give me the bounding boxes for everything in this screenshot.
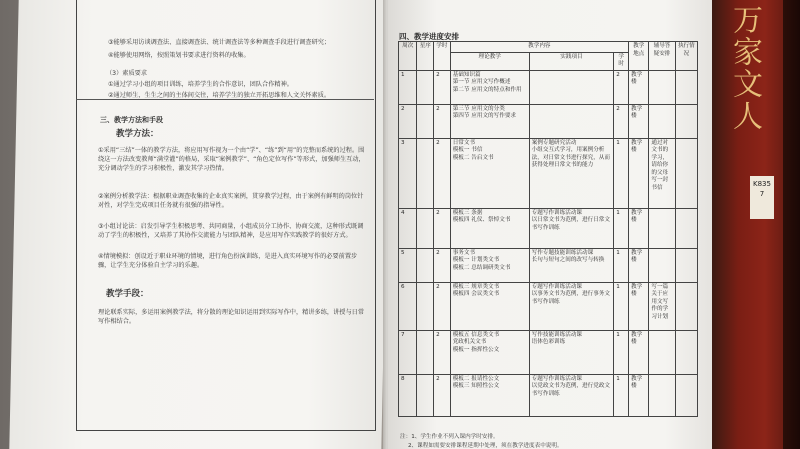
order-cell xyxy=(417,70,434,104)
theory-cell: 日常文书 模板一 书信 模板二 告启文书 xyxy=(450,138,529,208)
theory-cell: 模板三 条据 模板四 礼仪、祭悼文书 xyxy=(450,208,529,248)
col-practice: 实践项目 xyxy=(529,52,614,70)
order-cell xyxy=(417,330,434,374)
aids-cell: 通过对文书的学习，请给你的父母写一封书信 xyxy=(649,138,675,208)
place-cell: 教学楼 xyxy=(628,282,648,330)
schedule-title: 四、教学进度安排 xyxy=(399,32,459,41)
place-cell: 教学楼 xyxy=(628,104,648,138)
practice-cell: 写作专题技能训练活动课 长句与短句之间的改写与转换 xyxy=(529,248,614,282)
table-row xyxy=(399,208,698,248)
hours-cell: 2 xyxy=(434,104,451,138)
week-cell: 8 xyxy=(399,374,417,416)
place-cell: 教学楼 xyxy=(628,138,648,208)
theory-cell: 模板二 报请性公文 模板三 知照性公文 xyxy=(450,374,529,416)
col-hours2: 学时 xyxy=(614,52,629,70)
method-4: ④情境模拟：创设近于职业环境的情境，进行角色扮演训练，是进入真实环境写作的必要前置步骤，让学生充分体验自主学习的乐趣。 xyxy=(98,253,358,269)
hours-cell: 2 xyxy=(434,248,451,282)
skill-item-4: ④能够使用网络，按照策划书要求进行资料的收集。 xyxy=(108,52,250,59)
practice-cell xyxy=(529,104,614,138)
aids-cell xyxy=(649,330,675,374)
notes-cell xyxy=(675,138,697,208)
aids-cell xyxy=(649,248,675,282)
aids-cell: 写一篇关于应用文写作的学习计划 xyxy=(649,282,675,330)
notes-cell xyxy=(675,248,697,282)
footnote-2: 2、课程如需要安排课程延期中处理，须在教学进度表中说明。 xyxy=(408,443,563,449)
week-cell: 2 xyxy=(399,104,417,138)
week-cell: 6 xyxy=(399,282,417,330)
col-content: 教学内容 xyxy=(450,42,628,53)
table-row xyxy=(399,70,698,104)
notes-cell xyxy=(675,282,697,330)
notes-cell xyxy=(675,208,697,248)
practice-hours-cell: 1 xyxy=(614,248,629,282)
theory-cell: 模板五 信息类文书 党政机关文书 模板一 指挥性公文 xyxy=(450,330,529,374)
col-aids: 辅导答疑安排 xyxy=(649,42,675,71)
hours-cell: 2 xyxy=(434,374,451,416)
order-cell xyxy=(417,104,434,138)
table-row xyxy=(399,248,698,282)
week-cell: 5 xyxy=(399,248,417,282)
aids-cell xyxy=(649,70,675,104)
quality-heading: （3）素质要求 xyxy=(106,70,148,77)
schedule-body xyxy=(399,70,698,416)
method-2: ②案例分析教学法：根据职业调查收集的企业真实案例，贯穿教学过程，由于案例有鲜明的岗位针对性，对学生完成项目任务就有很强的指导性。 xyxy=(98,193,364,209)
schedule-table xyxy=(398,41,698,417)
notes-cell xyxy=(675,330,697,374)
notes-cell xyxy=(675,374,697,416)
practice-hours-cell: 1 xyxy=(614,208,629,248)
hours-cell: 2 xyxy=(434,282,451,330)
skill-item-3: ③能够采用访谈调查法、直接调查法、统计调查法等多种调查手段进行调查研究； xyxy=(108,39,331,46)
footnote-1: 注：1、学生作业不列入课内学时安排。 xyxy=(400,434,499,440)
practice-cell: 案例专题研究活动 小组交互式学习，用案例分析法，对日常文书进行探究，从而获得处理日常文书的能力 xyxy=(529,138,614,208)
col-theory: 理论教学 xyxy=(450,52,529,70)
theory-cell: 第三节 应用文的分类 第四节 应用文的写作要求 xyxy=(450,104,529,138)
table-row xyxy=(399,282,698,330)
week-cell: 4 xyxy=(399,208,417,248)
hours-cell: 2 xyxy=(434,208,451,248)
book-edge xyxy=(783,0,800,449)
table-row xyxy=(399,330,698,374)
place-cell: 教学楼 xyxy=(628,330,648,374)
week-cell: 1 xyxy=(399,70,417,104)
week-cell: 7 xyxy=(399,330,417,374)
hours-cell: 2 xyxy=(434,70,451,104)
table-row xyxy=(399,138,698,208)
hours-cell: 2 xyxy=(434,330,451,374)
order-cell xyxy=(417,282,434,330)
aids-cell xyxy=(649,208,675,248)
order-cell xyxy=(417,138,434,208)
method-1: ①采用“三结”一体的教学方法，将应用写作视为一个由“学”、“练”到“用”的完整而系统的过程。围绕这一方法改变教师“满堂灌”的格局，采取“案例教学”、“角色定位写作”等形式，加强师生互动，充分调动学生的学习积极性，激发其学习热情。 xyxy=(98,147,365,172)
order-cell xyxy=(417,374,434,416)
place-cell: 教学楼 xyxy=(628,208,648,248)
library-label-line1: K835 xyxy=(753,180,771,188)
practice-cell: 专题写作训练活动课 以事务文书为范例，进行事务文书写作训练 xyxy=(529,282,614,330)
aids-cell xyxy=(649,104,675,138)
table-row xyxy=(399,374,698,416)
library-label-line2: 7 xyxy=(759,190,765,198)
practice-cell: 写作技能训练活动课 语体色彩训练 xyxy=(529,330,614,374)
practice-cell: 专题写作训练活动课 以党政文书为范例，进行党政文书写作训练 xyxy=(529,374,614,416)
col-place: 教学地点 xyxy=(628,42,648,71)
library-label xyxy=(750,176,774,219)
theory-cell: 基础知识篇 第一节 应用文写作概述 第二节 应用文的特点和作用 xyxy=(450,70,529,104)
means-text: 理论联系实际，多运用案例教学法，将分散的理论知识运用到实际写作中，精讲多练，讲授与日常写作相结合。 xyxy=(98,309,365,325)
practice-hours-cell: 2 xyxy=(614,104,629,138)
theory-cell: 事务文书 模板一 计划类文书 模板二 总结调研类文书 xyxy=(450,248,529,282)
order-cell xyxy=(417,248,434,282)
practice-cell xyxy=(529,70,614,104)
hours-cell: 2 xyxy=(434,138,451,208)
place-cell: 教学楼 xyxy=(628,374,648,416)
place-cell: 教学楼 xyxy=(628,70,648,104)
quality-item-2: ②通过师生，生生之间的主体间交往，培养学生的独立开拓思维和人文关怀素质。 xyxy=(108,92,331,99)
theory-cell: 模板三 规章类文书 模板四 会议类文书 xyxy=(450,282,529,330)
practice-hours-cell: 1 xyxy=(614,138,629,208)
table-row xyxy=(399,104,698,138)
aids-cell xyxy=(649,374,675,416)
place-cell: 教学楼 xyxy=(628,248,648,282)
order-cell xyxy=(417,208,434,248)
notes-cell xyxy=(675,104,697,138)
means-title: 教学手段： xyxy=(106,289,149,299)
col-hours: 学时 xyxy=(434,42,451,71)
col-week: 周次 xyxy=(399,42,417,71)
notes-cell xyxy=(675,70,697,104)
section3-title: 三、教学方法和手段 xyxy=(100,116,163,124)
col-order: 星序 xyxy=(417,42,434,71)
quality-item-1: ①通过学习小组的项目训练，培养学生的合作意识，团队合作精神。 xyxy=(108,81,293,88)
practice-hours-cell: 1 xyxy=(614,282,629,330)
practice-hours-cell: 2 xyxy=(614,70,629,104)
practice-hours-cell: 1 xyxy=(614,330,629,374)
week-cell: 3 xyxy=(399,138,417,208)
methods-title: 教学方法： xyxy=(116,129,159,139)
left-page-frame xyxy=(76,0,376,431)
method-3: ③小组讨论法：启发引导学生积极思考、共同商量，小组成员分工协作、协商交流，这种形式既调动了学生的积极性，又培养了其协作交流能力与团队精神，是应用写作实践教学的很好方式。 xyxy=(98,223,364,239)
practice-cell: 专题写作训练活动课 以日常文书为范例，进行日常文书写作训练 xyxy=(529,208,614,248)
practice-hours-cell: 1 xyxy=(614,374,629,416)
col-notes: 执行情况 xyxy=(675,42,697,71)
book-title: 万家文人 xyxy=(727,4,762,132)
